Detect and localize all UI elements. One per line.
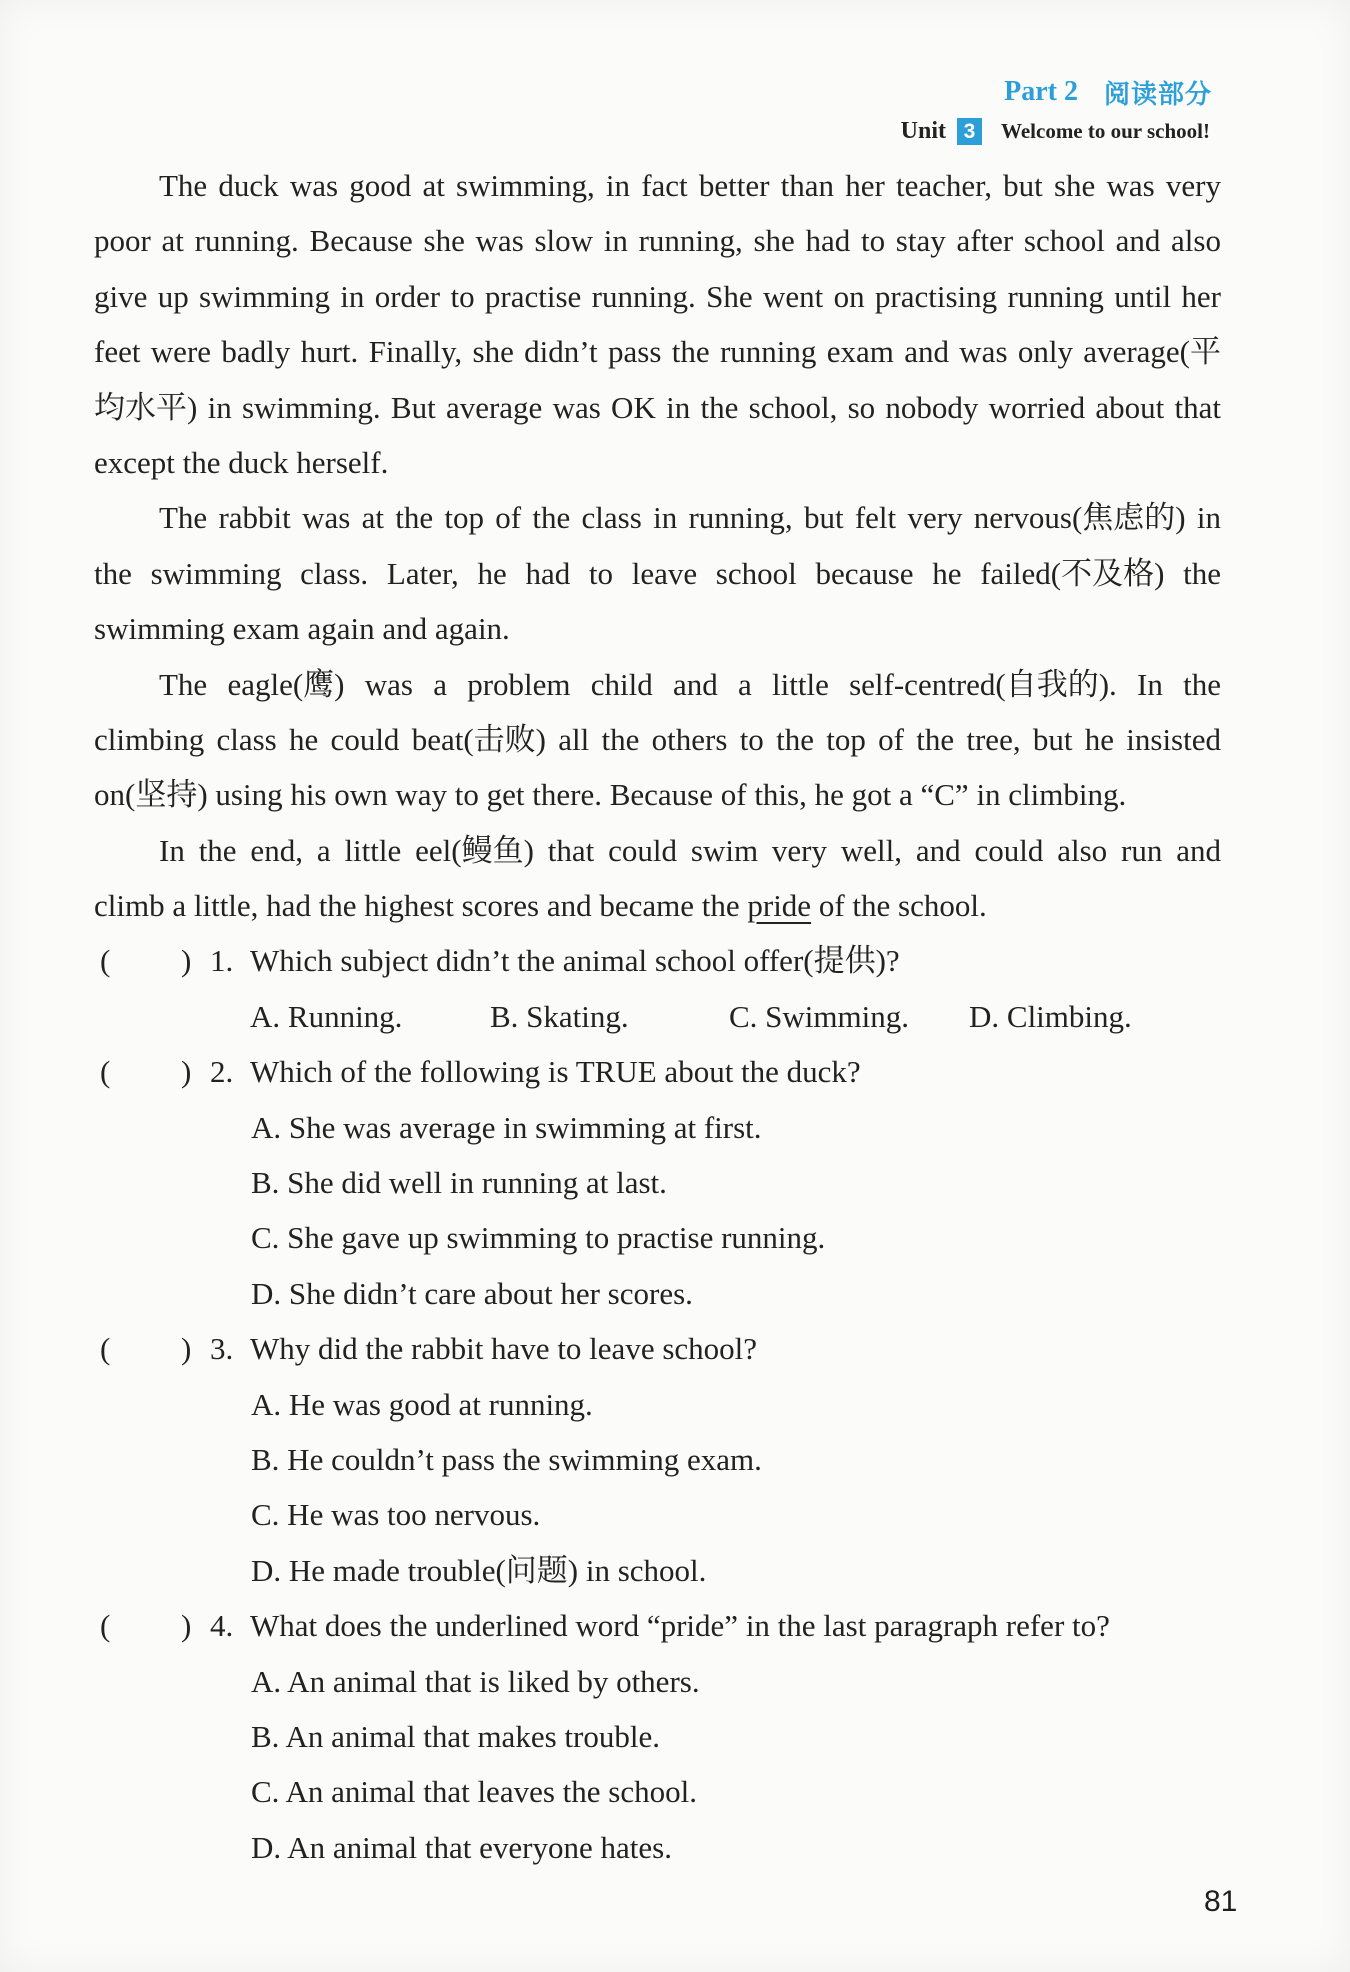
passage-line: the swimming class. Later, he had to leave school because he failed(不及格) the [94, 555, 1221, 591]
answer-blank-close: ) [181, 943, 192, 979]
passage-paragraph [0, 657, 1350, 823]
option-row [0, 1210, 1350, 1265]
question-number: 1. [210, 943, 234, 979]
question-row [0, 1044, 1350, 1099]
option-row [0, 989, 1350, 1044]
passage-text: climb a little, had the highest scores and became the [94, 888, 748, 924]
question-row [0, 933, 1350, 988]
answer-blank-close: ) [181, 1054, 192, 1090]
option-row [0, 1432, 1350, 1487]
answer-option: C. She gave up swimming to practise running. [251, 1220, 826, 1256]
passage-line: The eagle(鹰) was a problem child and a little self-centred(自我的). In the [159, 666, 1221, 702]
answer-option: C. Swimming. [729, 998, 910, 1034]
answer-option: C. He was too nervous. [251, 1497, 541, 1533]
answer-option: D. Climbing. [969, 998, 1132, 1034]
answer-option: C. An animal that leaves the school. [251, 1774, 697, 1810]
part-heading [1004, 72, 1212, 112]
answer-blank-open: ( [100, 943, 111, 979]
answer-option: A. Running. [250, 998, 403, 1034]
question-text: What does the underlined word “pride” in the last paragraph refer to? [250, 1608, 1110, 1644]
answer-option: A. She was average in swimming at first. [251, 1109, 762, 1145]
passage-line: The duck was good at swimming, in fact better than her teacher, but she was very [159, 168, 1221, 203]
passage-line: swimming exam again and again. [94, 611, 510, 647]
passage-line: feet were badly hurt. Finally, she didn’t pass the running exam and was only average(平 [94, 334, 1221, 370]
answer-option: A. He was good at running. [251, 1386, 593, 1422]
passage-text: of the school. [811, 888, 987, 924]
passage-line: give up swimming in order to practise running. She went on practising running until her [94, 278, 1221, 314]
answer-option: B. She did well in running at last. [251, 1165, 667, 1201]
option-row [0, 1543, 1350, 1598]
passage-paragraph [0, 158, 1350, 490]
answer-blank-close: ) [181, 1608, 192, 1644]
unit-label: Unit [900, 117, 946, 144]
passage-line: poor at running. Because she was slow in running, she had to stay after school and also [94, 223, 1221, 259]
answer-option: B. He couldn’t pass the swimming exam. [251, 1441, 762, 1477]
page-number: 81 [1204, 1885, 1238, 1918]
option-row [0, 1377, 1350, 1432]
question-number: 4. [210, 1608, 234, 1644]
option-row [0, 1266, 1350, 1321]
answer-blank-open: ( [100, 1608, 111, 1644]
passage-paragraph [0, 490, 1350, 656]
question-text: Why did the rabbit have to leave school? [250, 1331, 758, 1367]
answer-option: B. An animal that makes trouble. [251, 1718, 660, 1754]
option-row [0, 1100, 1350, 1155]
question-list [0, 933, 1350, 1875]
question-text: Which of the following is TRUE about the duck? [250, 1054, 861, 1090]
option-row [0, 1820, 1350, 1875]
option-row [0, 1487, 1350, 1542]
question-row [0, 1321, 1350, 1376]
underlined-word: pride [747, 888, 812, 924]
question-text: Which subject didn’t the animal school offer(提供)? [250, 943, 900, 979]
reading-content [0, 158, 1350, 1875]
answer-option: D. He made trouble(问题) in school. [251, 1552, 707, 1588]
answer-blank-open: ( [100, 1054, 111, 1090]
answer-option: B. Skating. [490, 998, 629, 1034]
passage-line: except the duck herself. [94, 444, 389, 480]
unit-number-badge: 3 [957, 118, 982, 145]
part-title: 阅读部分 [1103, 79, 1212, 110]
part-label: Part 2 [1004, 76, 1078, 107]
option-row [0, 1155, 1350, 1210]
option-row [0, 1654, 1350, 1709]
passage-line: The rabbit was at the top of the class in running, but felt very nervous(焦虑的) in [159, 500, 1221, 536]
question-row [0, 1598, 1350, 1653]
passage-line: climbing class he could beat(击败) all the others to the top of the tree, but he insisted [94, 721, 1221, 757]
answer-option: D. An animal that everyone hates. [251, 1829, 672, 1865]
passage-line [94, 878, 1221, 933]
answer-option: D. She didn’t care about her scores. [251, 1275, 693, 1311]
question-number: 3. [210, 1331, 234, 1367]
option-row [0, 1764, 1350, 1819]
option-row [0, 1709, 1350, 1764]
passage-line: 均水平) in swimming. But average was OK in the school, so nobody worried about that [94, 389, 1221, 425]
question-number: 2. [210, 1054, 234, 1090]
unit-heading [901, 116, 1210, 146]
passage-paragraph [0, 823, 1350, 934]
answer-option: A. An animal that is liked by others. [251, 1663, 700, 1699]
reading-passage [0, 158, 1350, 933]
answer-blank-close: ) [181, 1331, 192, 1367]
unit-title: Welcome to our school! [1001, 118, 1210, 143]
passage-line: on(坚持) using his own way to get there. Because of this, he got a “C” in climbing. [94, 777, 1127, 813]
answer-blank-open: ( [100, 1331, 111, 1367]
passage-line: In the end, a little eel(鳗鱼) that could swim very well, and could also run and [159, 832, 1221, 868]
